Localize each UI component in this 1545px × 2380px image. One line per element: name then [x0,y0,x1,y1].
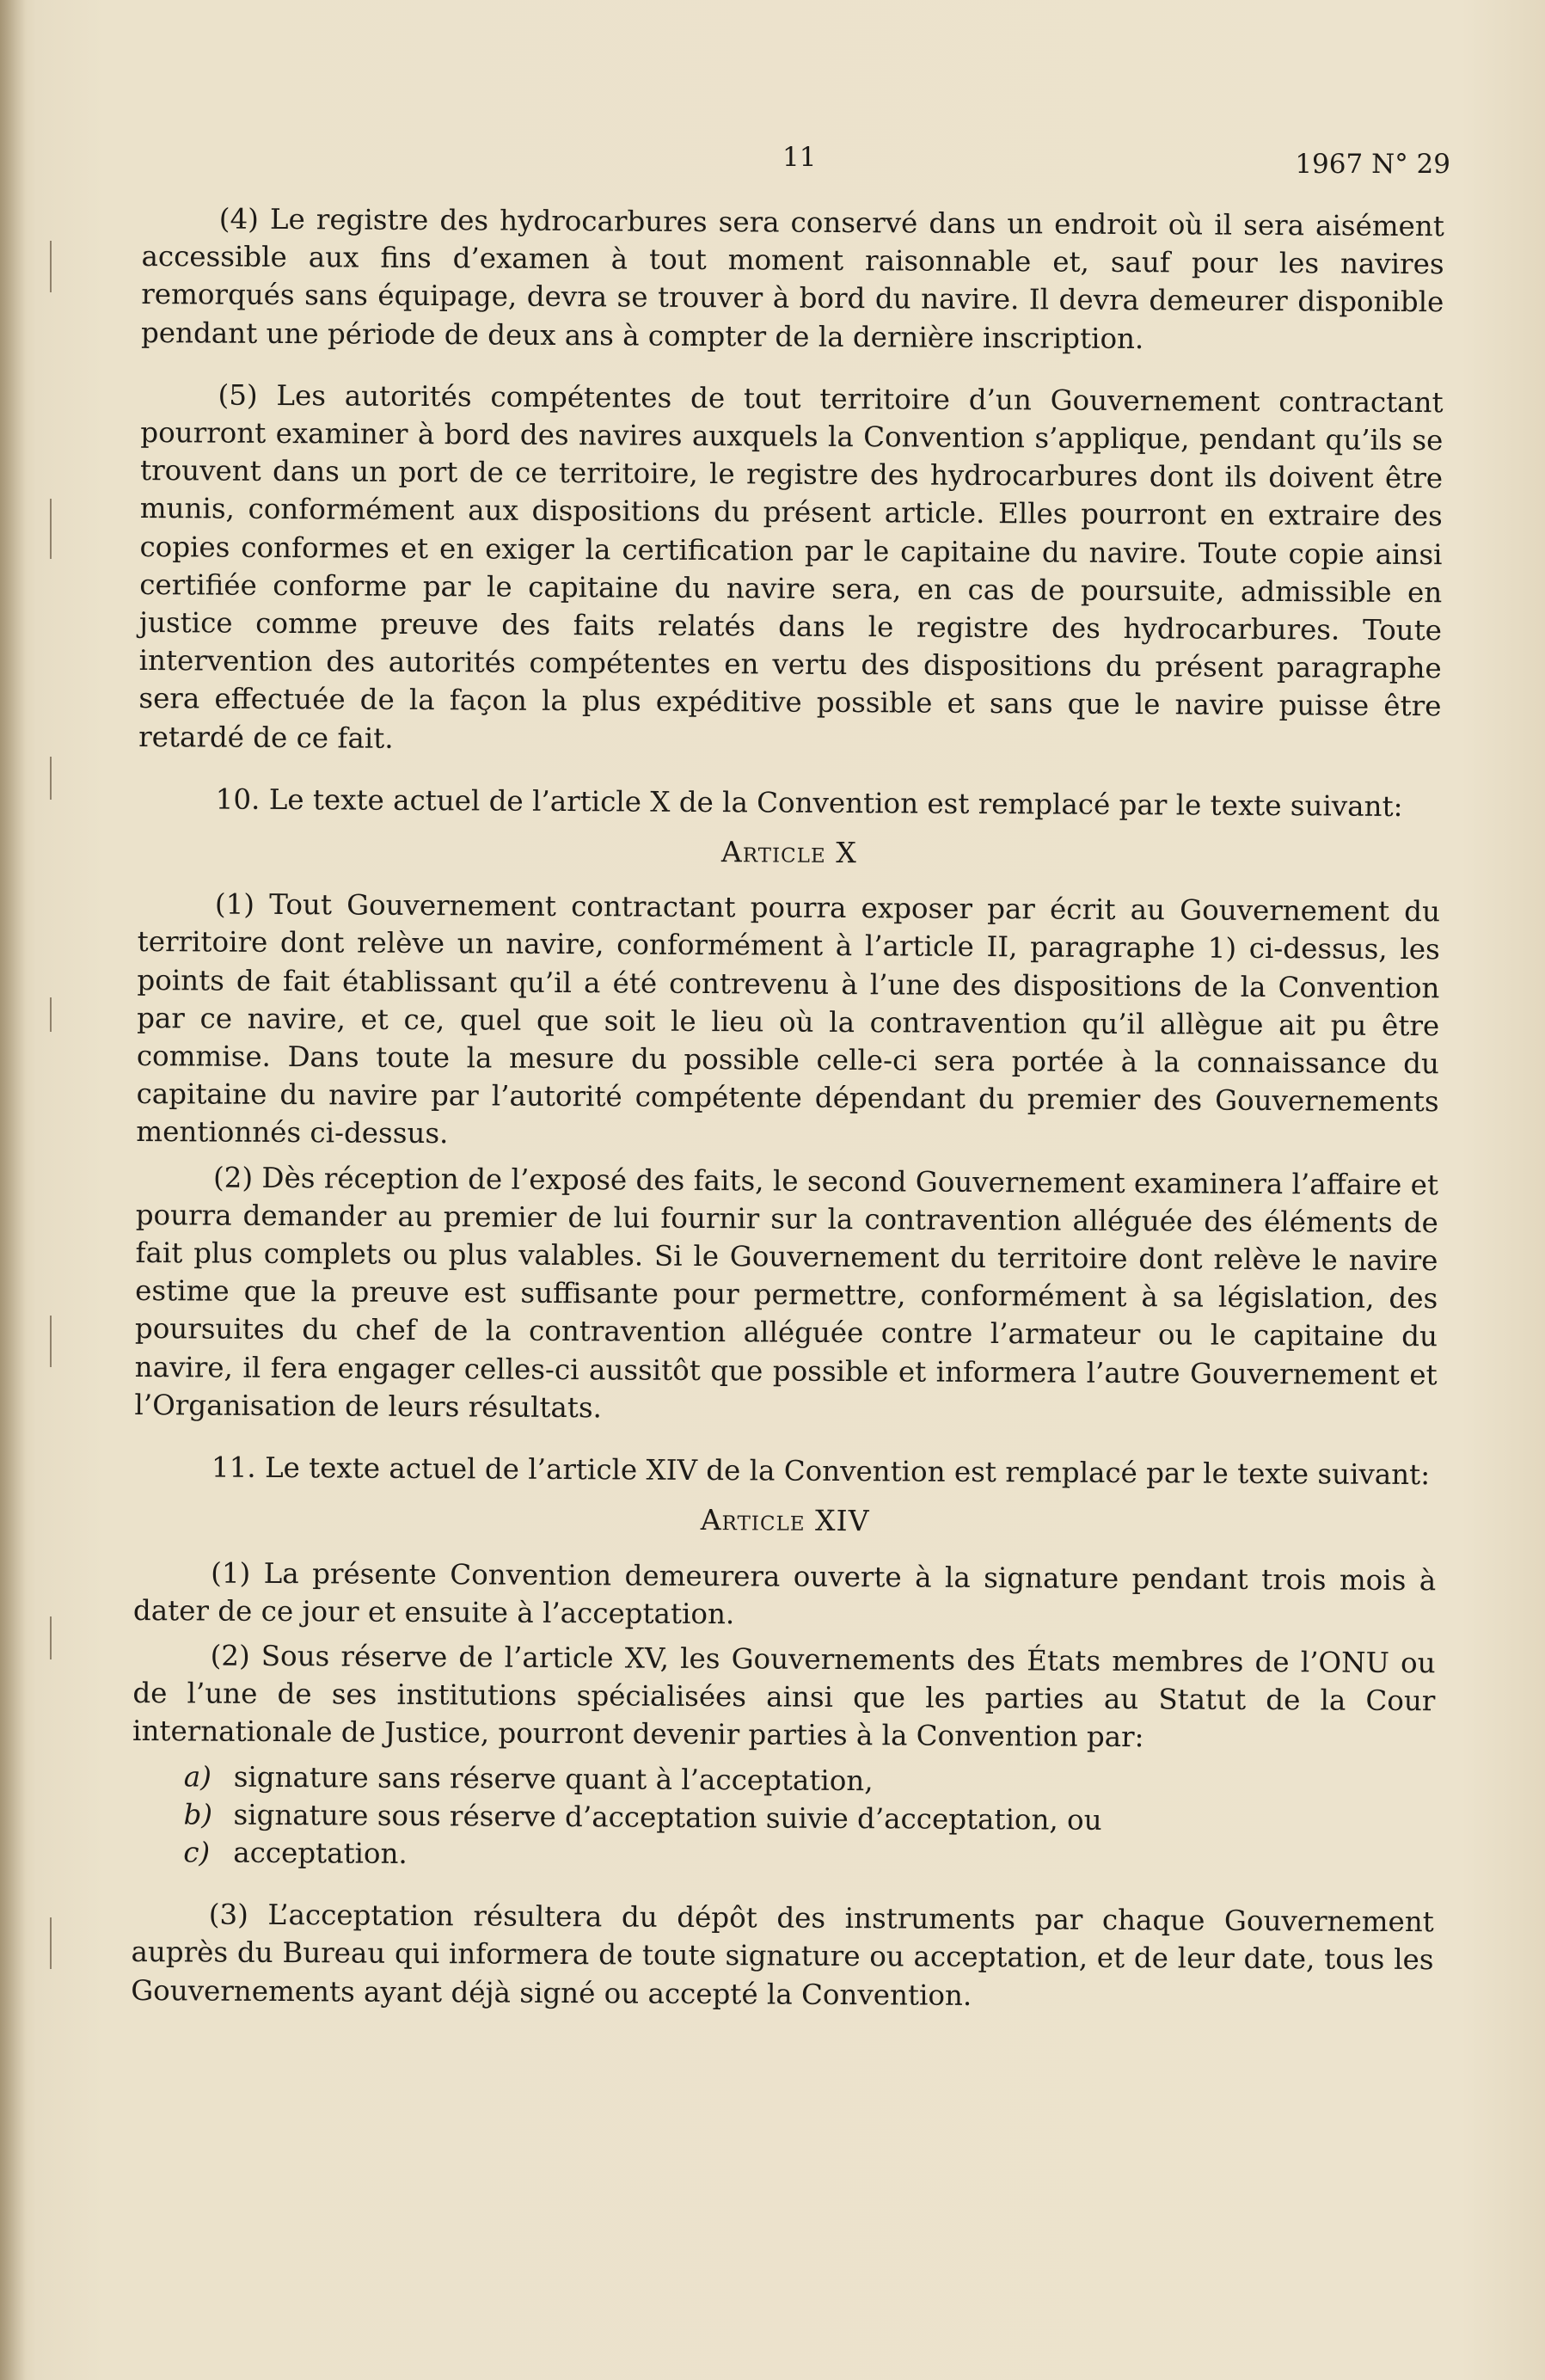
article-x-paragraph-2: (2) Dès réception de l’exposé des faits, le second Gouvernement examinera l’affaire et pourra demander au premier de lui fournir sur la contravention alléguée des éléments de fait plus complets ou plus valables. Si le Gouvernement du territoire dont relève le navire estime que la preuve est suffisante pour permettre, conformément à sa législation, des poursuites du chef de la contravention alléguée contre l’armateur ou le capitaine du navire, il fera engager celles-ci aussitôt que possible et informera l’autre Gouvernement et l’Organisation de leurs résultats. [134,1161,1439,1425]
binding-shadow [0,0,26,2380]
document-reference: 1967 N° 29 [1295,149,1450,180]
list-item-label: c) [183,1836,211,1869]
article-xiv-paragraph-2: (2) Sous réserve de l’article XV, les Gouvernements des États membres de l’ONU ou de l’une de ses institutions spécialisées ainsi que les parties au Statut de la Cour internationale de Justice, pourront devenir parties à la Convention par: [132,1639,1436,1754]
list-item-text: acceptation. [233,1836,408,1870]
margin-marks [50,241,55,2046]
list-item-label: a) [183,1759,212,1794]
page-header [0,142,1545,185]
paragraph-5: (5) Les autorités compétentes de tout territoire d’un Gouvernement contractant pourront examiner à bord des navires auxquels la Convention s’applique, pendant qu’ils se trouvent dans un port de ce territoire, le registre des hydrocarbures dont ils doivent être munis, conformément aux dispositions du présent article. Elles pourront en extraire des copies conformes et en exiger la certification par le capitaine du navire. Toute copie ainsi certifiée conforme par le capitaine du navire sera, en cas de poursuite, admissible en justice comme preuve des faits relatés dans le registre des hydrocarbures. Toute intervention des autorités compétentes en vertu des dispositions du présent paragraphe sera effectuée de la façon la plus expéditive possible et sans que le navire puisse être retardé de ce fait. [138,378,1444,755]
list-item-text: signature sous réserve d’acceptation suivie d’acceptation, ou [233,1798,1102,1837]
item-10: 10. Le texte actuel de l’article X de la Convention est remplacé par le texte suivant: [215,782,1403,823]
list-item [132,1833,1434,1879]
article-xiv-paragraph-1: (1) La présente Convention demeurera ouverte à la signature pendant trois mois à dater de ce jour et ensuite à l’acceptation. [132,1556,1437,1630]
article-x-paragraph-1: (1) Tout Gouvernement contractant pourra exposer par écrit au Gouvernement du territoire dont relève un navire, conformément à l’article II, paragraphe 1) ci-dessus, les points de fait établissant qu’il a été contrevenu à l’une des dispositions de la Convention par ce navire, et ce, quel que soit le lieu où la contravention qu’il allègue ait pu être commise. Dans toute la mesure du possible celle-ci sera portée à la connaissance du capitaine du navire par l’autorité compétente dépendant du premier des Gouvernements mentionnés ci-dessus. [136,887,1441,1150]
list-item-text: signature sans réserve quant à l’acceptation, [233,1760,874,1797]
paragraph-4: (4) Le registre des hydrocarbures sera conservé dans un endroit où il sera aisément accessible aux fins d’examen à tout moment raisonnable et, sauf pour les navires remorqués sans équipage, devra se trouver à bord du navire. Il devra demeurer disponible pendant une période de deux ans à compter de la dernière inscription. [140,202,1444,355]
heading-article-x: Article X [720,835,857,870]
page-number: 11 [782,142,817,173]
acceptance-list [132,1757,1435,1879]
heading-article-xiv: Article XIV [700,1503,870,1538]
body-text [131,199,1444,2041]
item-11: 11. Le texte actuel de l’article XIV de la Convention est remplacé par le texte suivant: [211,1451,1431,1492]
list-item-label: b) [183,1798,213,1831]
article-xiv-paragraph-3: (3) L’acceptation résultera du dépôt des instruments par chaque Gouvernement auprès du Bureau qui informera de toute signature ou acceptation, et de leur date, tous les Gouvernements ayant déjà signé ou accepté la Convention. [131,1898,1434,2012]
